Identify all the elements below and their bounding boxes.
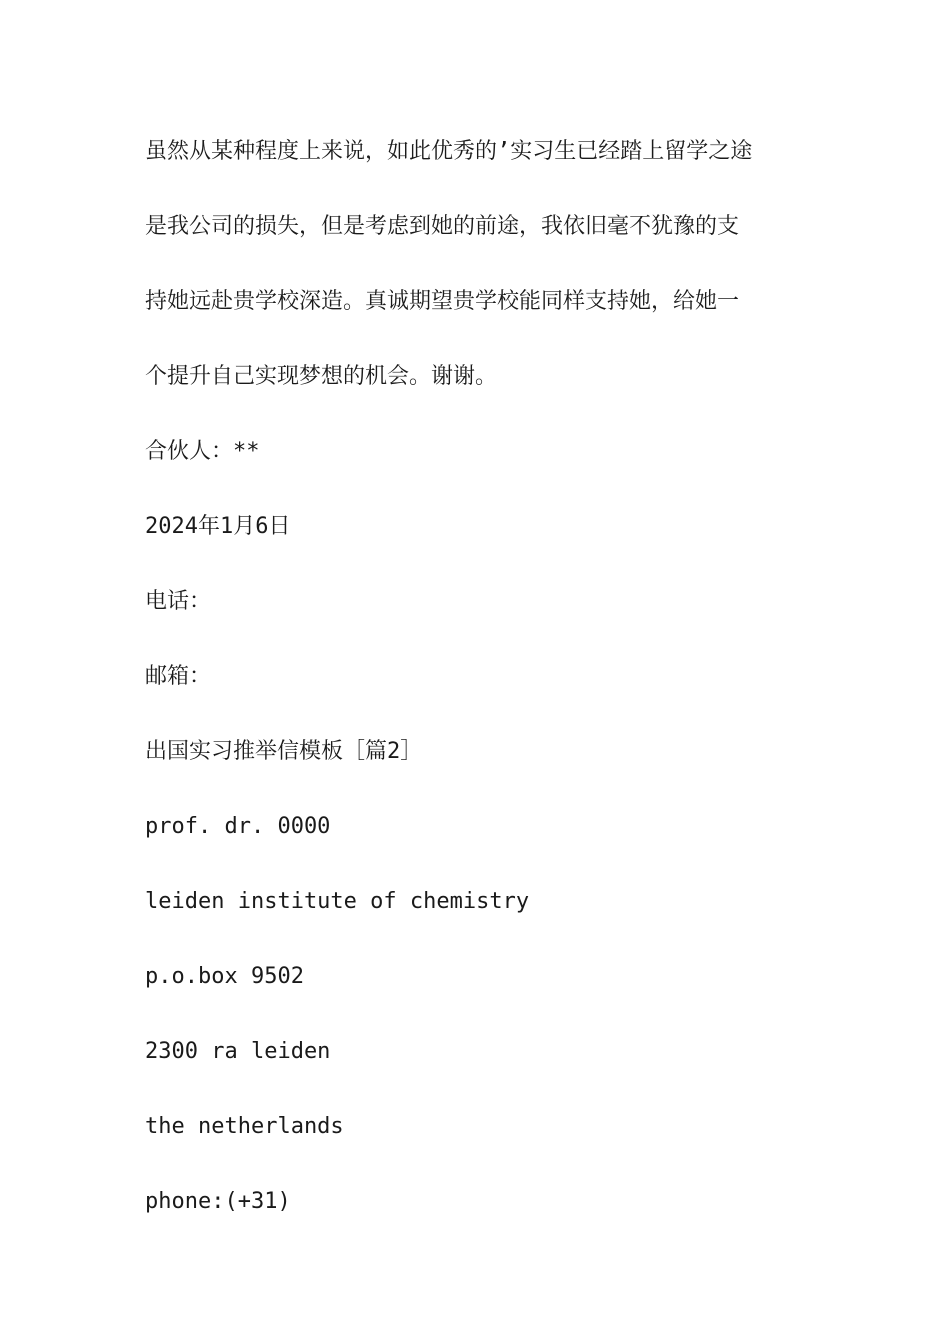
address-line: the netherlands	[145, 1114, 344, 1139]
address-line: p.o.box 9502	[145, 964, 304, 989]
address-line: phone:(+31)	[145, 1189, 291, 1214]
document-body	[145, 130, 815, 1255]
address-line: 2300 ra leiden	[145, 1039, 331, 1064]
email-label: 邮箱：	[145, 664, 212, 689]
paragraph-line: 持她远赴贵学校深造。真诚期望贵学校能同样支持她，给她一	[145, 289, 740, 314]
signature-line: 合伙人：**	[145, 439, 260, 464]
address-line: leiden institute of chemistry	[145, 889, 530, 914]
address-line: prof. dr. 0000	[145, 814, 331, 839]
paragraph-line: 是我公司的损失，但是考虑到她的前途，我依旧毫不犹豫的支	[145, 214, 740, 239]
paragraph-line: 虽然从某种程度上来说，如此优秀的’实习生已经踏上留学之途	[145, 139, 753, 164]
paragraph-line: 个提升自己实现梦想的机会。谢谢。	[145, 364, 498, 389]
phone-label: 电话：	[145, 589, 212, 614]
section-title: 出国实习推举信模板［篇2］	[145, 739, 423, 764]
date-line: 2024年1月6日	[145, 514, 291, 539]
